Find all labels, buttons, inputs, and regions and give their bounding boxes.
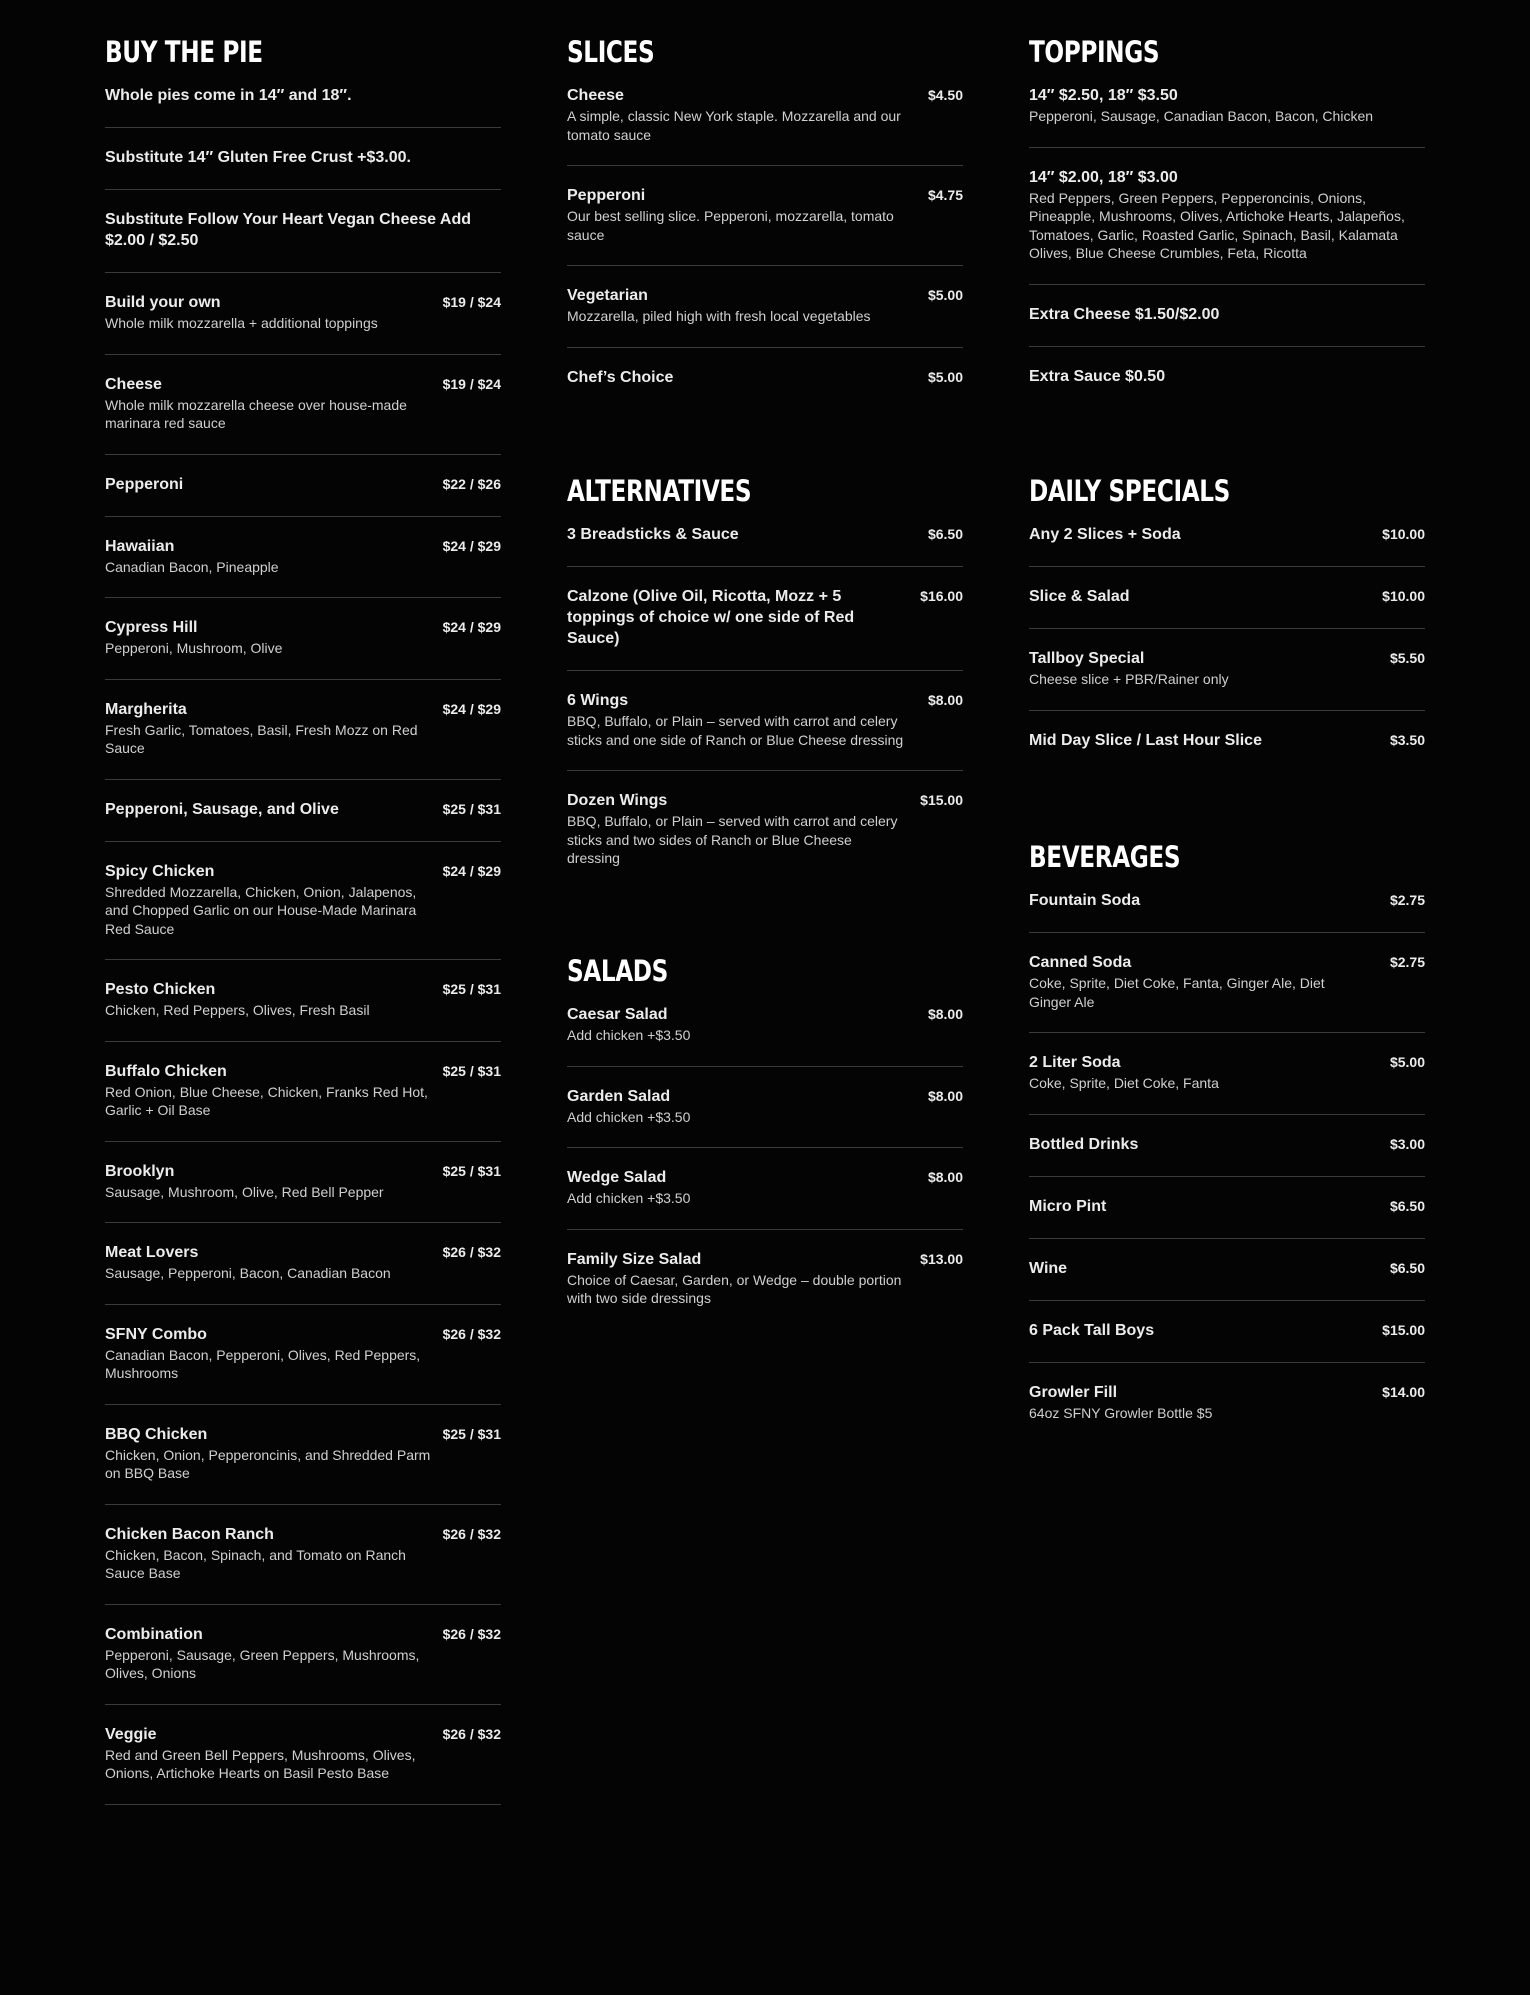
menu-item: [567, 1067, 963, 1149]
menu-item-price: $24 / $29: [442, 619, 501, 635]
menu-item-text: [105, 1524, 431, 1583]
menu-item-description: Add chicken +$3.50: [567, 1108, 691, 1125]
menu-item-name: Growler Fill: [1029, 1383, 1118, 1401]
menu-item-name: Canned Soda: [1029, 954, 1132, 971]
menu-item-price: $6.50: [927, 526, 963, 542]
menu-item-description: Whole milk mozzarella + additional toppings: [105, 315, 378, 331]
menu-item-price: $2.75: [1389, 954, 1425, 970]
menu-item-name: Spicy Chicken: [105, 862, 215, 880]
menu-item-text: [105, 1324, 431, 1383]
menu-item-name: Cypress Hill: [105, 619, 198, 636]
menu-item-price: $26 / $32: [442, 1325, 501, 1342]
menu-item: [105, 128, 501, 190]
menu-item-name: 6 Wings: [567, 692, 629, 709]
menu-item-name: Extra Cheese $1.50/$2.00: [1029, 305, 1220, 323]
menu-item-name: Bottled Drinks: [1029, 1135, 1139, 1153]
menu-item: [1029, 1033, 1425, 1115]
menu-item-name: Cheese: [567, 87, 624, 104]
menu-item-price: $4.50: [927, 87, 963, 103]
menu-item-name: 2 Liter Soda: [1029, 1054, 1121, 1071]
menu-item-price: $5.00: [927, 287, 963, 303]
menu-item-name: Pepperoni: [567, 187, 646, 204]
menu-item: [105, 680, 501, 780]
menu-item-name: Whole pies come in 14″ and 18″.: [105, 87, 352, 104]
menu-item-text: [567, 790, 907, 868]
menu-item-name: Calzone (Olive Oil, Ricotta, Mozz + 5 toppings of choice w/ one side of Red Sauce): [567, 588, 855, 647]
menu-item: [105, 1042, 501, 1142]
menu-item: [1029, 70, 1425, 148]
menu-item-price: $25 / $31: [442, 981, 501, 997]
menu-item-description: Red and Green Bell Peppers, Mushrooms, Olives, Onions, Artichoke Hearts on Basil Pesto Base: [105, 1746, 416, 1781]
menu-item-price: $14.00: [1382, 1383, 1425, 1400]
menu-item-price: $24 / $29: [442, 700, 501, 717]
menu-item-description: Mozzarella, piled high with fresh local vegetables: [567, 308, 871, 324]
section-alternatives: [567, 473, 963, 889]
menu-item-name: Chef’s Choice: [567, 368, 674, 386]
menu-item-name: Meat Lovers: [105, 1244, 199, 1261]
menu-item-name: Cheese: [105, 375, 162, 393]
menu-item-text: [567, 85, 907, 144]
menu-item: [1029, 285, 1425, 347]
menu-item-name: Pepperoni: [105, 475, 184, 493]
section-heading: BUY THE PIE: [105, 35, 263, 69]
menu-item: [105, 190, 501, 273]
menu-item-text: [105, 374, 431, 433]
menu-item: [567, 671, 963, 771]
menu-item: [105, 842, 501, 961]
menu-item-text: [1029, 890, 1140, 911]
menu-item-name: Micro Pint: [1029, 1197, 1107, 1215]
menu-item: [105, 517, 501, 599]
menu-item-description: Our best selling slice. Pepperoni, mozzarella, tomato sauce: [567, 208, 894, 243]
menu-item-text: [1029, 648, 1229, 689]
menu-item-name: Brooklyn: [105, 1162, 175, 1180]
menu-item-price: $26 / $32: [442, 1725, 501, 1742]
menu-item-description: Chicken, Red Peppers, Olives, Fresh Basil: [105, 1002, 370, 1018]
menu-item-text: [105, 799, 339, 820]
menu-item-description: BBQ, Buffalo, or Plain – served with carrot and celery sticks and two sides of Ranch or Blue Cheese dressing: [567, 813, 898, 866]
menu-item-text: [1029, 952, 1369, 1011]
section-heading: ALTERNATIVES: [567, 474, 752, 508]
section-heading: TOPPINGS: [1029, 35, 1160, 69]
section-buy-the-pie: [105, 34, 501, 1805]
menu-item-description: Add chicken +$3.50: [567, 1190, 691, 1206]
menu-item: [105, 1605, 501, 1705]
menu-item-text: [105, 617, 282, 658]
menu-item-description: Coke, Sprite, Diet Coke, Fanta, Ginger Ale, Diet Ginger Ale: [1029, 975, 1325, 1010]
menu-item-name: Chicken Bacon Ranch: [105, 1525, 274, 1543]
menu-item-name: Any 2 Slices + Soda: [1029, 526, 1181, 543]
menu-item: [1029, 1177, 1425, 1239]
menu-item: [1029, 567, 1425, 629]
menu-item-text: [567, 1167, 690, 1208]
menu-item-text: [105, 85, 352, 106]
menu-item-name: 3 Breadsticks & Sauce: [567, 526, 739, 543]
menu-item: [567, 509, 963, 567]
menu-item: [1029, 933, 1425, 1033]
menu-item-price: $16.00: [920, 588, 963, 604]
menu-item: [105, 1305, 501, 1405]
menu-item-name: Caesar Salad: [567, 1006, 668, 1023]
menu-item-text: [105, 147, 411, 168]
menu-item-description: Pepperoni, Sausage, Green Peppers, Mushrooms, Olives, Onions: [105, 1646, 420, 1681]
menu-item: [1029, 1363, 1425, 1444]
menu-item-name: Slice & Salad: [1029, 588, 1130, 605]
menu-item-description: Coke, Sprite, Diet Coke, Fanta: [1029, 1075, 1219, 1091]
menu-item-price: $26 / $32: [442, 1525, 501, 1542]
menu-item-text: [567, 1249, 907, 1308]
menu-item-name: 14″ $2.50, 18″ $3.50: [1029, 87, 1178, 104]
menu-item-text: [105, 1424, 431, 1483]
menu-item: [567, 1230, 963, 1329]
menu-item: [105, 1505, 501, 1605]
menu-item-text: [1029, 85, 1373, 126]
section-heading: SLICES: [567, 35, 655, 69]
section-slices: [567, 34, 963, 409]
menu-item-name: Vegetarian: [567, 287, 648, 304]
menu-item-text: [105, 1724, 431, 1783]
menu-item-description: Canadian Bacon, Pineapple: [105, 558, 279, 575]
menu-item-price: $4.75: [927, 187, 963, 203]
menu-item: [105, 1705, 501, 1805]
menu-item-text: [105, 1242, 391, 1283]
menu-item: [567, 70, 963, 166]
menu-item-text: [567, 185, 907, 244]
menu-item-price: $10.00: [1382, 588, 1425, 604]
menu-item-text: [105, 1161, 384, 1202]
menu-item: [1029, 148, 1425, 285]
menu-item-name: Wine: [1029, 1259, 1068, 1277]
menu-item-price: $19 / $24: [442, 294, 501, 310]
menu-item: [1029, 1239, 1425, 1301]
menu-item-name: SFNY Combo: [105, 1325, 207, 1343]
menu-item-name: BBQ Chicken: [105, 1425, 208, 1443]
menu-item-description: Choice of Caesar, Garden, or Wedge – double portion with two side dressings: [567, 1271, 902, 1306]
menu-item-price: $10.00: [1382, 526, 1425, 542]
menu-item-price: $6.50: [1389, 1259, 1425, 1276]
menu-item-price: $25 / $31: [442, 1062, 501, 1079]
menu-item-price: $25 / $31: [442, 1425, 501, 1442]
section-heading: SALADS: [567, 954, 668, 988]
menu-item-price: $8.00: [927, 1169, 963, 1185]
menu-item-description: Chicken, Bacon, Spinach, and Tomato on Ranch Sauce Base: [105, 1546, 406, 1581]
menu-item-description: Red Onion, Blue Cheese, Chicken, Franks Red Hot, Garlic + Oil Base: [105, 1083, 428, 1118]
menu-item-price: $24 / $29: [442, 537, 501, 554]
menu-item: [567, 348, 963, 409]
menu-item-text: [567, 524, 739, 545]
menu-item-description: Pepperoni, Sausage, Canadian Bacon, Bacon, Chicken: [1029, 108, 1374, 124]
menu-item-name: Combination: [105, 1625, 203, 1643]
menu-item-name: 14″ $2.00, 18″ $3.00: [1029, 168, 1178, 186]
menu-item-price: $15.00: [1382, 1321, 1425, 1338]
menu-item: [105, 455, 501, 517]
menu-item-name: Wedge Salad: [567, 1169, 667, 1186]
menu-item-name: Buffalo Chicken: [105, 1062, 227, 1080]
menu-item-name: Dozen Wings: [567, 792, 668, 809]
menu-item-name: Veggie: [105, 1725, 157, 1743]
menu-item: [105, 1223, 501, 1305]
menu-item-description: 64oz SFNY Growler Bottle $5: [1029, 1404, 1213, 1421]
menu-item-price: $5.00: [927, 368, 963, 385]
menu-item: [105, 960, 501, 1042]
menu-item-text: [105, 699, 431, 758]
menu-item-description: Chicken, Onion, Pepperoncinis, and Shredded Parm on BBQ Base: [105, 1446, 431, 1481]
menu-item-text: [105, 209, 501, 251]
menu-item: [567, 989, 963, 1067]
menu-item-name: Hawaiian: [105, 537, 175, 555]
menu-item: [105, 273, 501, 355]
menu-item-price: $26 / $32: [442, 1625, 501, 1642]
menu-item-name: Margherita: [105, 700, 187, 718]
menu-item-text: [105, 474, 183, 495]
menu-item-name: Pesto Chicken: [105, 981, 216, 998]
menu-item-description: Add chicken +$3.50: [567, 1027, 691, 1043]
menu-item-price: $8.00: [927, 1006, 963, 1022]
menu-item-price: $25 / $31: [442, 800, 501, 817]
menu-item: [1029, 509, 1425, 567]
menu-item-description: Whole milk mozzarella cheese over house-made marinara red sauce: [105, 396, 407, 431]
menu-item-text: [567, 1004, 690, 1045]
menu-item: [105, 780, 501, 842]
menu-item-name: Mid Day Slice / Last Hour Slice: [1029, 731, 1262, 749]
menu-item-text: [1029, 167, 1425, 263]
menu-item-text: [105, 1624, 431, 1683]
menu-item-text: [567, 367, 673, 388]
menu-item-text: [1029, 1382, 1212, 1423]
menu-item-name: Build your own: [105, 294, 221, 311]
menu-item-description: BBQ, Buffalo, or Plain – served with carrot and celery sticks and one side of Ranch or Blue Cheese dressing: [567, 713, 904, 748]
menu-item-price: $26 / $32: [442, 1244, 501, 1260]
menu-item-description: Shredded Mozzarella, Chicken, Onion, Jalapenos, and Chopped Garlic on our House-Made Marinara Red Sauce: [105, 883, 417, 937]
menu-item-name: Pepperoni, Sausage, and Olive: [105, 800, 339, 818]
menu-item-description: Cheese slice + PBR/Rainer only: [1029, 671, 1229, 687]
menu-item-text: [567, 1086, 690, 1127]
menu-item-text: [567, 586, 907, 649]
menu-item-text: [1029, 304, 1219, 325]
menu-item-text: [105, 292, 378, 333]
menu-item-price: $2.75: [1389, 892, 1425, 908]
menu-item: [567, 266, 963, 348]
menu-item-name: Substitute 14″ Gluten Free Crust +$3.00.: [105, 149, 411, 166]
menu-item-text: [1029, 524, 1181, 545]
menu-item-price: $15.00: [920, 792, 963, 808]
menu-item-name: Garden Salad: [567, 1087, 671, 1105]
menu-item-text: [1029, 730, 1262, 751]
menu-item-price: $6.50: [1389, 1197, 1425, 1214]
menu-item-text: [567, 285, 871, 326]
menu-item-text: [1029, 1258, 1067, 1279]
menu-item: [567, 567, 963, 671]
menu-item-text: [105, 536, 279, 577]
menu-item-text: [1029, 1134, 1138, 1155]
menu-item: [105, 598, 501, 680]
menu-item: [1029, 347, 1425, 408]
menu-item-description: A simple, classic New York staple. Mozzarella and our tomato sauce: [567, 108, 901, 143]
menu-item: [567, 1148, 963, 1230]
menu-item: [567, 166, 963, 266]
menu-item-price: $19 / $24: [442, 375, 501, 392]
menu-item: [1029, 1115, 1425, 1177]
menu-item-description: Fresh Garlic, Tomatoes, Basil, Fresh Mozz on Red Sauce: [105, 721, 418, 756]
section-beverages: [1029, 839, 1425, 1443]
menu-item-name: 6 Pack Tall Boys: [1029, 1321, 1155, 1339]
menu-item-name: Family Size Salad: [567, 1250, 702, 1268]
menu-item-name: Tallboy Special: [1029, 650, 1145, 667]
section-heading: DAILY SPECIALS: [1029, 474, 1230, 508]
menu-item-price: $8.00: [927, 1087, 963, 1104]
section-toppings: [1029, 34, 1425, 408]
menu-item: [1029, 711, 1425, 772]
menu-item: [105, 70, 501, 128]
menu-item-text: [1029, 366, 1165, 387]
menu-item-name: Substitute Follow Your Heart Vegan Cheese Add $2.00 / $2.50: [105, 211, 471, 249]
section-salads: [567, 953, 963, 1329]
menu-item-price: $3.00: [1389, 1135, 1425, 1152]
menu-item-price: $3.50: [1389, 731, 1425, 748]
menu-item-text: [567, 690, 907, 749]
menu-item-text: [105, 1061, 431, 1120]
menu-item-text: [1029, 1320, 1154, 1341]
menu-item: [567, 771, 963, 889]
menu-item: [1029, 629, 1425, 711]
menu-item-description: Sausage, Mushroom, Olive, Red Bell Pepper: [105, 1183, 384, 1200]
menu-item: [1029, 1301, 1425, 1363]
menu-item-text: [105, 861, 431, 939]
menu-item-description: Sausage, Pepperoni, Bacon, Canadian Bacon: [105, 1265, 391, 1281]
menu-item-name: Extra Sauce $0.50: [1029, 367, 1166, 385]
menu-item-price: $5.00: [1389, 1054, 1425, 1070]
menu-item-price: $22 / $26: [442, 475, 501, 492]
menu-item-price: $24 / $29: [442, 862, 501, 879]
menu-item: [105, 1405, 501, 1505]
menu-item-price: $13.00: [920, 1250, 963, 1267]
menu-item-text: [105, 979, 370, 1020]
menu-item-text: [1029, 1052, 1219, 1093]
menu-item-text: [1029, 1196, 1106, 1217]
menu-item-text: [1029, 586, 1130, 607]
menu-item-description: Pepperoni, Mushroom, Olive: [105, 640, 283, 656]
menu-item: [1029, 875, 1425, 933]
section-daily-specials: [1029, 473, 1425, 772]
menu-item-name: Fountain Soda: [1029, 892, 1141, 909]
menu-item-description: Red Peppers, Green Peppers, Pepperoncinis, Onions, Pineapple, Mushrooms, Olives, Artichoke Hearts, Jalapeños, Tomatoes, Garlic, Roasted Garlic, Spinach, Basil, Kalamata Olives, Blue Cheese Crumbles, Feta, Ricotta: [1029, 189, 1405, 261]
menu-item-price: $8.00: [927, 692, 963, 708]
menu-item-price: $25 / $31: [442, 1162, 501, 1179]
menu-item-price: $5.50: [1389, 650, 1425, 666]
section-heading: BEVERAGES: [1029, 840, 1181, 874]
menu-item: [105, 355, 501, 455]
menu-item: [105, 1142, 501, 1224]
menu-item-description: Canadian Bacon, Pepperoni, Olives, Red Peppers, Mushrooms: [105, 1346, 421, 1381]
